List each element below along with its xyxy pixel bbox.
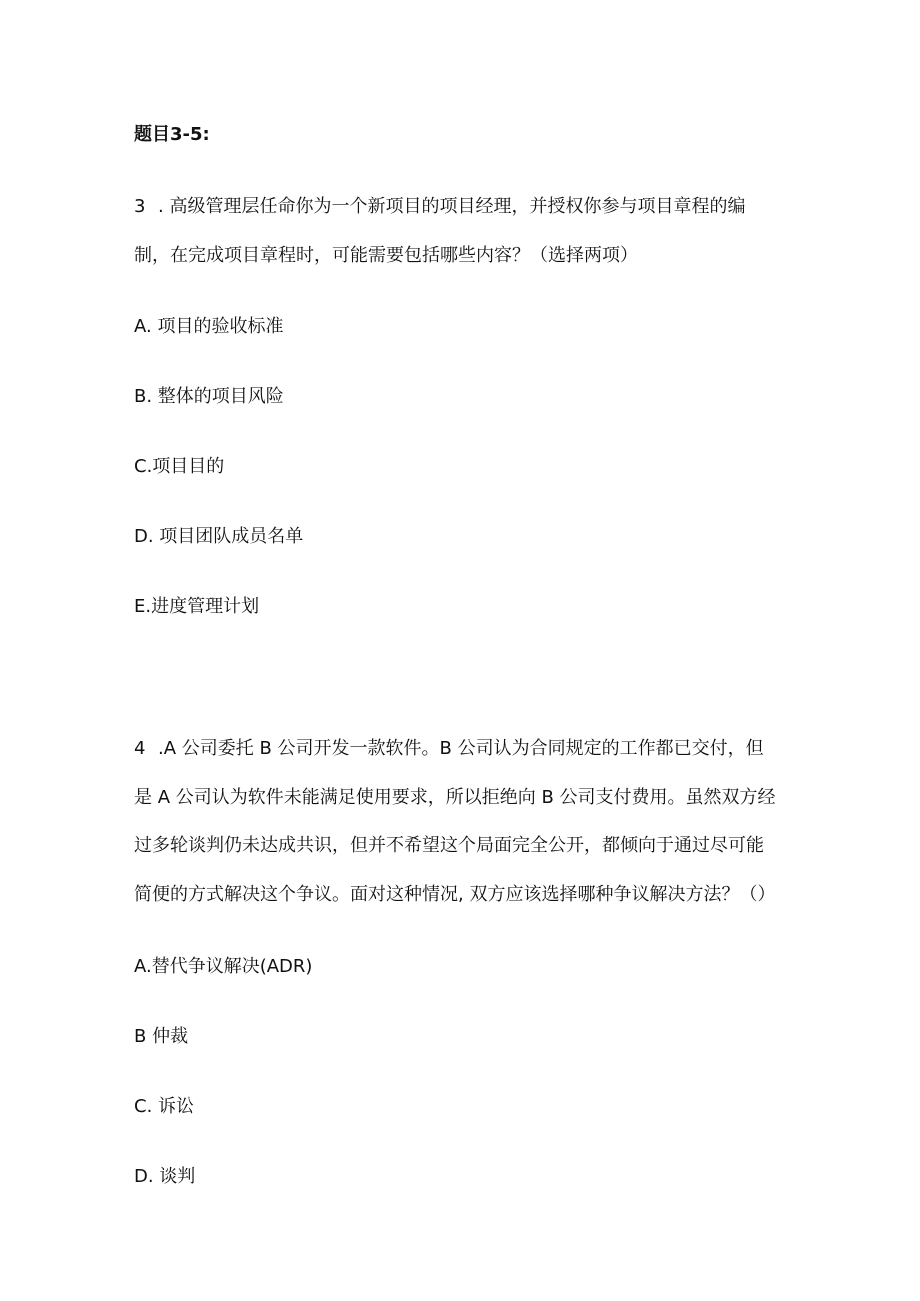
question-3-line-2: 制，在完成项目章程时，可能需要包括哪些内容？（选择两项） bbox=[134, 245, 638, 266]
question-4-text-1: .A 公司委托 B 公司开发一款软件。B 公司认为合同规定的工作都已交付，但 bbox=[158, 738, 764, 759]
question-4-line-3: 过多轮谈判仍未达成共识，但并不希望这个局面完全公开，都倾向于通过尽可能 bbox=[134, 835, 764, 856]
question-3-option-d: D. 项目团队成员名单 bbox=[134, 526, 304, 547]
question-4-option-d: D. 谈判 bbox=[134, 1166, 196, 1187]
section-heading: 题目3-5: bbox=[134, 124, 210, 145]
question-3-text-1: . 高级管理层任命你为一个新项目的项目经理，并授权你参与项目章程的编 bbox=[158, 196, 746, 217]
question-3-option-c: C.项目目的 bbox=[134, 456, 225, 477]
question-3-option-e: E.进度管理计划 bbox=[134, 596, 260, 617]
question-4-line-1 bbox=[134, 736, 764, 762]
question-4-option-a: A.替代争议解决(ADR) bbox=[134, 956, 313, 977]
question-3-option-a: A. 项目的验收标准 bbox=[134, 316, 284, 337]
question-4-number: 4 bbox=[134, 738, 146, 759]
question-3-number: 3 bbox=[134, 196, 146, 217]
question-4-line-2: 是 A 公司认为软件未能满足使用要求，所以拒绝向 B 公司支付费用。虽然双方经 bbox=[134, 787, 776, 808]
question-3-option-b: B. 整体的项目风险 bbox=[134, 386, 284, 407]
question-3-line-1 bbox=[134, 194, 745, 220]
question-4-option-b: B 仲裁 bbox=[134, 1026, 189, 1047]
question-4-option-c: C. 诉讼 bbox=[134, 1096, 195, 1117]
question-4-line-4: 简便的方式解决这个争议。面对这种情况, 双方应该选择哪种争议解决方法？（） bbox=[134, 884, 776, 905]
